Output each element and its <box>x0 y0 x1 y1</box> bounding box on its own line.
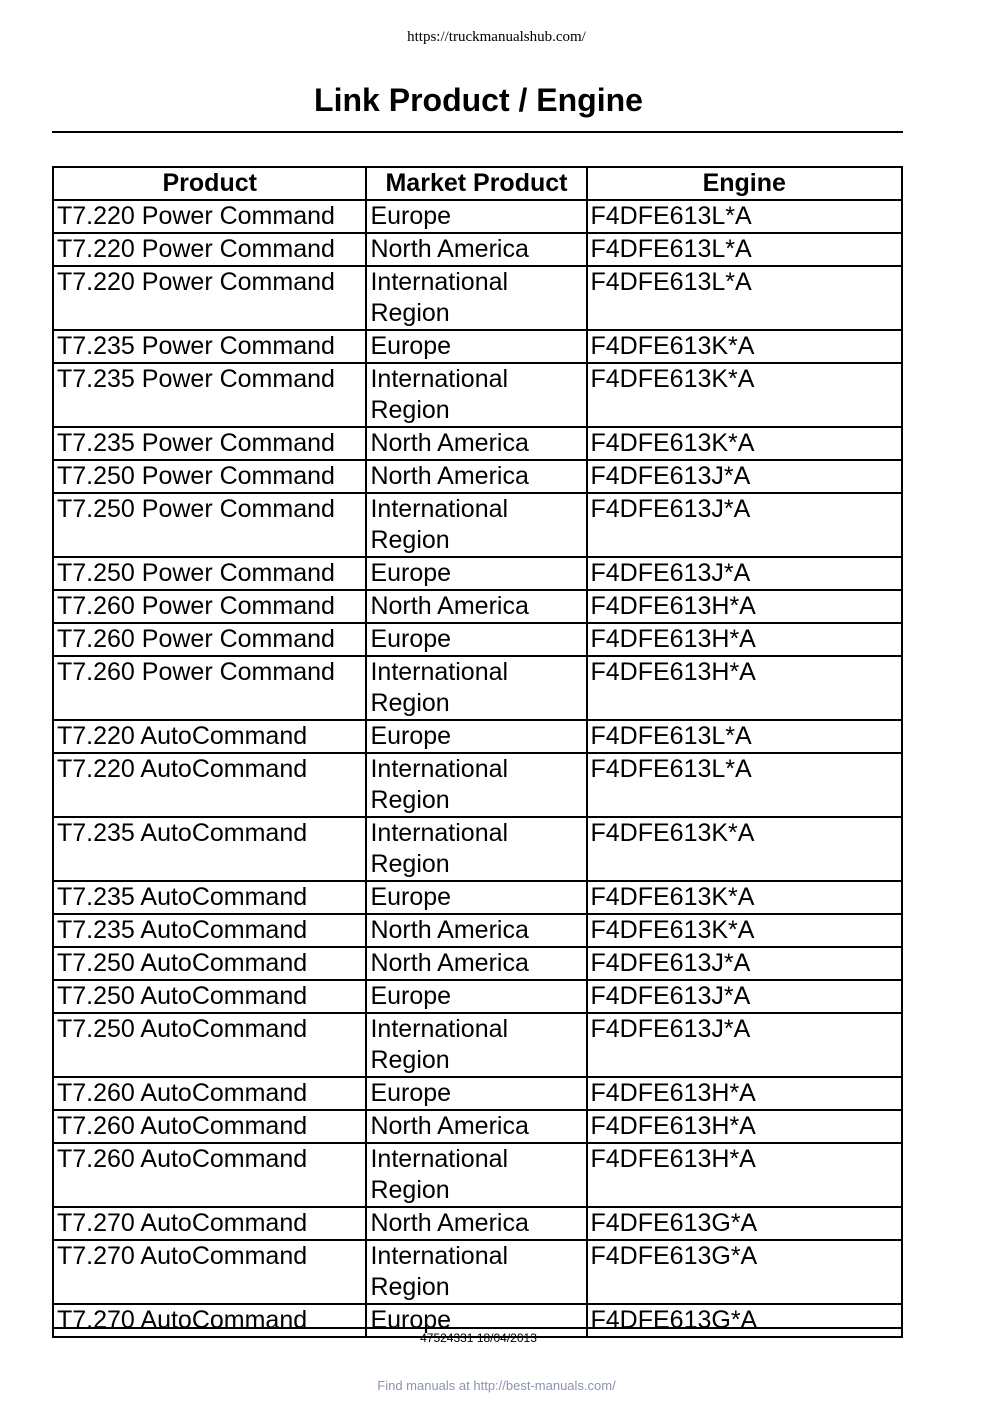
cell-product: T7.220 Power Command <box>53 200 366 233</box>
table-row <box>53 557 902 590</box>
table-row <box>53 493 902 557</box>
cell-engine: F4DFE613L*A <box>587 266 903 330</box>
cell-market-product: North America <box>366 590 586 623</box>
cell-engine: F4DFE613G*A <box>587 1304 903 1337</box>
cell-engine: F4DFE613K*A <box>587 881 903 914</box>
cell-product: T7.250 AutoCommand <box>53 947 366 980</box>
cell-product: T7.235 Power Command <box>53 427 366 460</box>
cell-engine: F4DFE613J*A <box>587 493 903 557</box>
cell-market-product: North America <box>366 914 586 947</box>
cell-engine: F4DFE613K*A <box>587 817 903 881</box>
table-row <box>53 330 902 363</box>
cell-product: T7.250 Power Command <box>53 493 366 557</box>
cell-market-product: North America <box>366 1207 586 1240</box>
cell-engine: F4DFE613G*A <box>587 1207 903 1240</box>
table-row <box>53 363 902 427</box>
column-header-market-product: Market Product <box>366 167 586 200</box>
table-row <box>53 200 902 233</box>
cell-engine: F4DFE613J*A <box>587 460 903 493</box>
table-row <box>53 656 902 720</box>
cell-engine: F4DFE613H*A <box>587 656 903 720</box>
cell-market-product: International Region <box>366 817 586 881</box>
cell-product: T7.250 AutoCommand <box>53 1013 366 1077</box>
cell-engine: F4DFE613H*A <box>587 590 903 623</box>
cell-engine: F4DFE613K*A <box>587 914 903 947</box>
table-row <box>53 914 902 947</box>
cell-market-product: International Region <box>366 1143 586 1207</box>
cell-product: T7.235 AutoCommand <box>53 914 366 947</box>
cell-product: T7.260 AutoCommand <box>53 1077 366 1110</box>
cell-market-product: Europe <box>366 720 586 753</box>
cell-engine: F4DFE613H*A <box>587 1110 903 1143</box>
cell-engine: F4DFE613J*A <box>587 557 903 590</box>
table-row <box>53 881 902 914</box>
cell-engine: F4DFE613H*A <box>587 1143 903 1207</box>
cell-product: T7.220 Power Command <box>53 233 366 266</box>
title-divider <box>52 131 903 133</box>
cell-engine: F4DFE613J*A <box>587 947 903 980</box>
cell-market-product: North America <box>366 427 586 460</box>
cell-market-product: International Region <box>366 1240 586 1304</box>
footer-divider <box>52 1327 903 1329</box>
cell-market-product: Europe <box>366 980 586 1013</box>
cell-market-product: International Region <box>366 266 586 330</box>
cell-product: T7.270 AutoCommand <box>53 1207 366 1240</box>
cell-market-product: Europe <box>366 881 586 914</box>
cell-engine: F4DFE613L*A <box>587 753 903 817</box>
table-row <box>53 817 902 881</box>
cell-engine: F4DFE613H*A <box>587 623 903 656</box>
cell-engine: F4DFE613H*A <box>587 1077 903 1110</box>
cell-engine: F4DFE613J*A <box>587 1013 903 1077</box>
footer-link[interactable]: Find manuals at http://best-manuals.com/ <box>377 1378 616 1393</box>
table-row <box>53 266 902 330</box>
cell-engine: F4DFE613L*A <box>587 233 903 266</box>
cell-product: T7.235 AutoCommand <box>53 881 366 914</box>
cell-product: T7.270 AutoCommand <box>53 1240 366 1304</box>
table-row <box>53 1207 902 1240</box>
cell-market-product: International Region <box>366 656 586 720</box>
cell-product: T7.260 Power Command <box>53 656 366 720</box>
table-row <box>53 1077 902 1110</box>
cell-product: T7.250 AutoCommand <box>53 980 366 1013</box>
table-row <box>53 427 902 460</box>
cell-product: T7.235 AutoCommand <box>53 817 366 881</box>
cell-product: T7.260 AutoCommand <box>53 1110 366 1143</box>
cell-market-product: Europe <box>366 623 586 656</box>
cell-market-product: International Region <box>366 1013 586 1077</box>
cell-engine: F4DFE613L*A <box>587 200 903 233</box>
table-row <box>53 623 902 656</box>
table-row <box>53 1110 902 1143</box>
table-row <box>53 1240 902 1304</box>
cell-engine: F4DFE613L*A <box>587 720 903 753</box>
cell-product: T7.235 Power Command <box>53 363 366 427</box>
cell-engine: F4DFE613K*A <box>587 427 903 460</box>
cell-market-product: North America <box>366 460 586 493</box>
page-title: Link Product / Engine <box>314 82 643 118</box>
table-header-row <box>53 167 902 200</box>
cell-product: T7.260 Power Command <box>53 623 366 656</box>
header-url[interactable]: https://truckmanualshub.com/ <box>407 29 586 45</box>
cell-market-product: North America <box>366 1110 586 1143</box>
cell-market-product: International Region <box>366 753 586 817</box>
cell-market-product: North America <box>366 947 586 980</box>
cell-engine: F4DFE613K*A <box>587 363 903 427</box>
cell-market-product: International Region <box>366 363 586 427</box>
cell-market-product: North America <box>366 233 586 266</box>
table-row <box>53 233 902 266</box>
cell-product: T7.220 AutoCommand <box>53 753 366 817</box>
cell-market-product: Europe <box>366 1304 586 1337</box>
cell-market-product: International Region <box>366 493 586 557</box>
cell-product: T7.250 Power Command <box>53 460 366 493</box>
cell-engine: F4DFE613G*A <box>587 1240 903 1304</box>
cell-engine: F4DFE613K*A <box>587 330 903 363</box>
table-row <box>53 947 902 980</box>
cell-market-product: Europe <box>366 1077 586 1110</box>
table-row <box>53 753 902 817</box>
cell-product: T7.270 AutoCommand <box>53 1304 366 1337</box>
document-number: 47524331 18/04/2013 <box>420 1331 537 1345</box>
table-row <box>53 1143 902 1207</box>
table-row <box>53 1013 902 1077</box>
table-row <box>53 720 902 753</box>
table-body <box>53 200 902 1337</box>
cell-product: T7.260 Power Command <box>53 590 366 623</box>
table-row <box>53 980 902 1013</box>
cell-product: T7.235 Power Command <box>53 330 366 363</box>
product-engine-table <box>52 166 903 1338</box>
cell-market-product: Europe <box>366 200 586 233</box>
cell-market-product: Europe <box>366 557 586 590</box>
table-row <box>53 460 902 493</box>
cell-product: T7.260 AutoCommand <box>53 1143 366 1207</box>
table-row <box>53 590 902 623</box>
cell-product: T7.220 Power Command <box>53 266 366 330</box>
cell-market-product: Europe <box>366 330 586 363</box>
column-header-engine: Engine <box>587 167 903 200</box>
column-header-product: Product <box>53 167 366 200</box>
cell-product: T7.250 Power Command <box>53 557 366 590</box>
cell-engine: F4DFE613J*A <box>587 980 903 1013</box>
cell-product: T7.220 AutoCommand <box>53 720 366 753</box>
